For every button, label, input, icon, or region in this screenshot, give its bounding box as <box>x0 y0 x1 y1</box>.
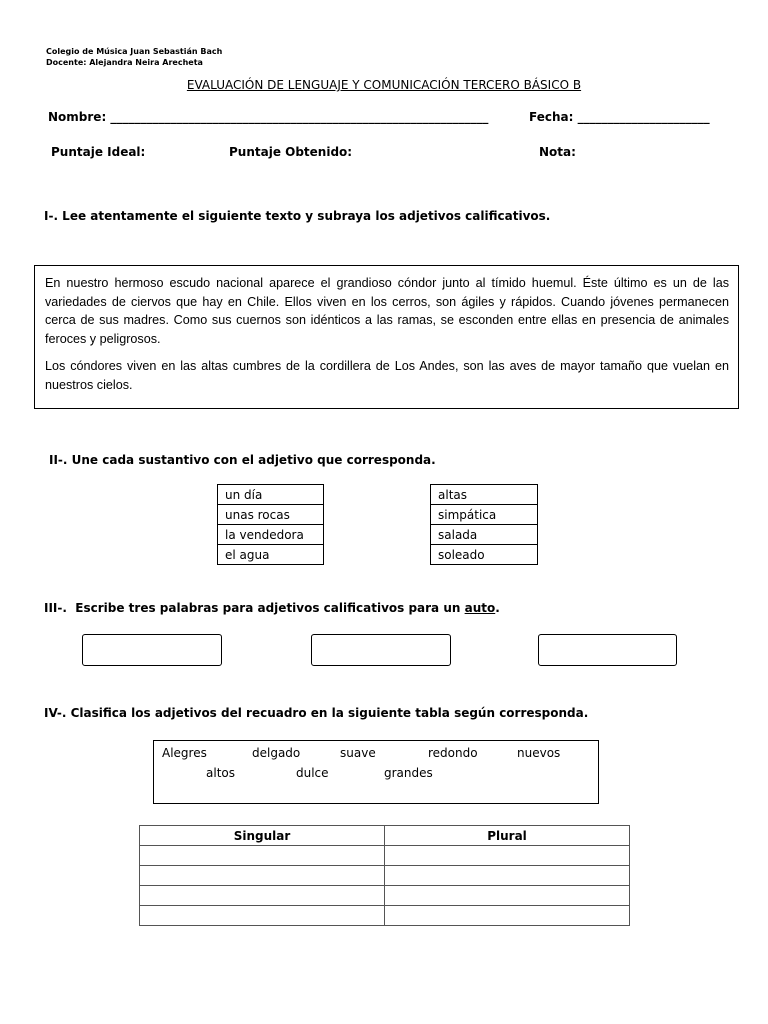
plural-cell[interactable] <box>385 886 630 906</box>
table-row <box>140 866 630 886</box>
singular-cell[interactable] <box>140 866 385 886</box>
section-3-keyword: auto <box>464 601 496 615</box>
singular-cell[interactable] <box>140 906 385 926</box>
noun-cell: el agua <box>218 545 324 565</box>
section-1-heading: I-. Lee atentamente el siguiente texto y subraya los adjetivos calificativos. <box>44 209 551 223</box>
table-row <box>218 485 324 505</box>
classification-table <box>139 825 630 926</box>
answer-box-2[interactable] <box>311 634 451 666</box>
adjective-cell: salada <box>431 525 538 545</box>
school-name: Colegio de Música Juan Sebastián Bach <box>46 47 223 56</box>
reading-text-box <box>34 265 739 409</box>
section-4-heading: IV-. Clasifica los adjetivos del recuadro en la siguiente tabla según corresponda. <box>44 706 589 720</box>
adjective-cell: simpática <box>431 505 538 525</box>
noun-cell: unas rocas <box>218 505 324 525</box>
singular-header: Singular <box>140 826 385 846</box>
table-row <box>218 525 324 545</box>
page-title: EVALUACIÓN DE LENGUAJE Y COMUNICACIÓN TERCERO BÁSICO B <box>186 78 582 92</box>
adjectives-table <box>430 484 538 565</box>
table-header-row <box>140 826 630 846</box>
table-row <box>218 505 324 525</box>
word-item: dulce <box>296 766 329 780</box>
nouns-table <box>217 484 324 565</box>
reading-paragraph-1: En nuestro hermoso escudo nacional aparece el grandioso cóndor junto al tímido huemul. Éste último es un de las variedades de ciervos que hay en Chile. Ellos viven en los cerros, son ágiles y rápidos. Cuando jóvenes permanecen cerca de sus madres. Como sus cuernos son idénticos a las ramas, se esconden entre ellas en presencia de animales feroces y peligrosos. <box>45 276 729 346</box>
answer-box-1[interactable] <box>82 634 222 666</box>
singular-cell[interactable] <box>140 846 385 866</box>
answer-box-3[interactable] <box>538 634 677 666</box>
reading-paragraph-2: Los cóndores viven en las altas cumbres de la cordillera de Los Andes, son las aves de mayor tamaño que vuelan en nuestros cielos. <box>45 359 729 392</box>
noun-cell: un día <box>218 485 324 505</box>
section-3-heading <box>44 601 500 615</box>
table-row <box>431 485 538 505</box>
section-2-heading: II-. Une cada sustantivo con el adjetivo que corresponda. <box>49 453 436 467</box>
noun-cell: la vendedora <box>218 525 324 545</box>
table-row <box>431 505 538 525</box>
table-row <box>140 886 630 906</box>
adjectives-word-box <box>153 740 599 804</box>
obtained-score-label: Puntaje Obtenido: <box>229 145 353 159</box>
section-3-heading-end: . <box>495 601 500 615</box>
word-item: redondo <box>428 746 478 760</box>
table-row <box>140 846 630 866</box>
word-item: delgado <box>252 746 301 760</box>
plural-cell[interactable] <box>385 866 630 886</box>
table-row <box>431 525 538 545</box>
singular-cell[interactable] <box>140 886 385 906</box>
table-row <box>140 906 630 926</box>
word-item: nuevos <box>517 746 561 760</box>
adjective-cell: soleado <box>431 545 538 565</box>
adjective-cell: altas <box>431 485 538 505</box>
name-field-label: Nombre: _______________________________________________________________ <box>48 110 489 124</box>
word-item: grandes <box>384 766 433 780</box>
section-3-heading-text: III-. Escribe tres palabras para adjetivos calificativos para un <box>44 601 465 615</box>
ideal-score-label: Puntaje Ideal: <box>51 145 146 159</box>
table-row <box>431 545 538 565</box>
word-item: suave <box>340 746 376 760</box>
plural-cell[interactable] <box>385 906 630 926</box>
date-field-label: Fecha: ______________________ <box>529 110 710 124</box>
table-row <box>218 545 324 565</box>
word-item: Alegres <box>162 746 207 760</box>
word-item: altos <box>206 766 235 780</box>
teacher-name: Docente: Alejandra Neira Arecheta <box>46 58 203 67</box>
grade-label: Nota: <box>539 145 576 159</box>
plural-cell[interactable] <box>385 846 630 866</box>
plural-header: Plural <box>385 826 630 846</box>
